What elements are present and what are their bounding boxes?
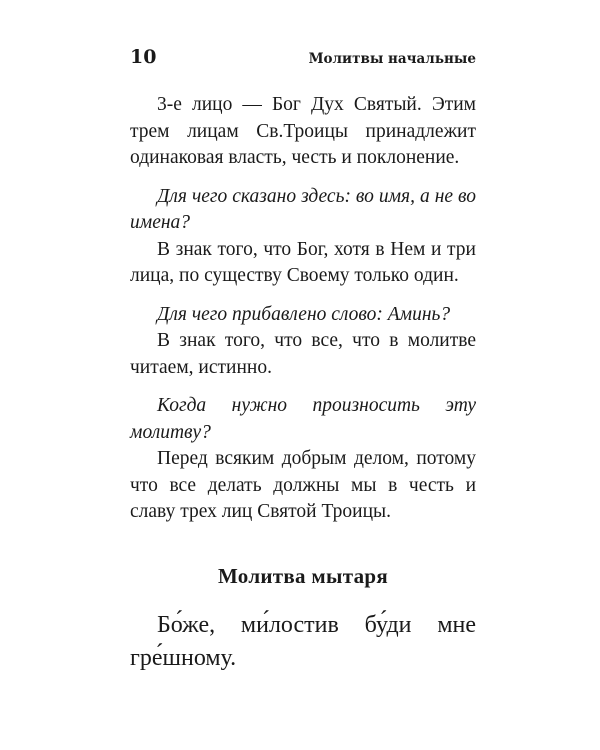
paragraph-trinity: 3-е лицо — Бог Дух Святый. Этим трем лицам Св.Троицы принадлежит одинаковая власть, честь и поклонение.: [130, 94, 476, 168]
prayer-text: Бо́же, ми́лостив бу́ди мне гре́шному.: [130, 611, 476, 671]
section-title: Молитва мытаря: [217, 563, 389, 588]
book-page: [130, 46, 476, 699]
answer-amen: В знак того, что все, что в молитве читаем, истинно.: [130, 330, 476, 378]
answer-when: Перед всяким добрым делом, потому что все делать должны мы в честь и славу трех лиц Святой Троицы.: [130, 448, 476, 522]
question-name: Для чего сказано здесь: во имя, а не во имена?: [130, 185, 476, 233]
question-when: Когда нужно произносить эту молитву?: [130, 395, 476, 443]
page-header: [130, 46, 476, 76]
running-title: Молитвы начальные: [308, 51, 476, 67]
page-number: 10: [130, 46, 157, 68]
answer-name: В знак того, что Бог, хотя в Нем и три лица, по существу Своему только один.: [130, 238, 476, 286]
question-amen: Для чего прибавлено слово: Аминь?: [157, 303, 451, 325]
